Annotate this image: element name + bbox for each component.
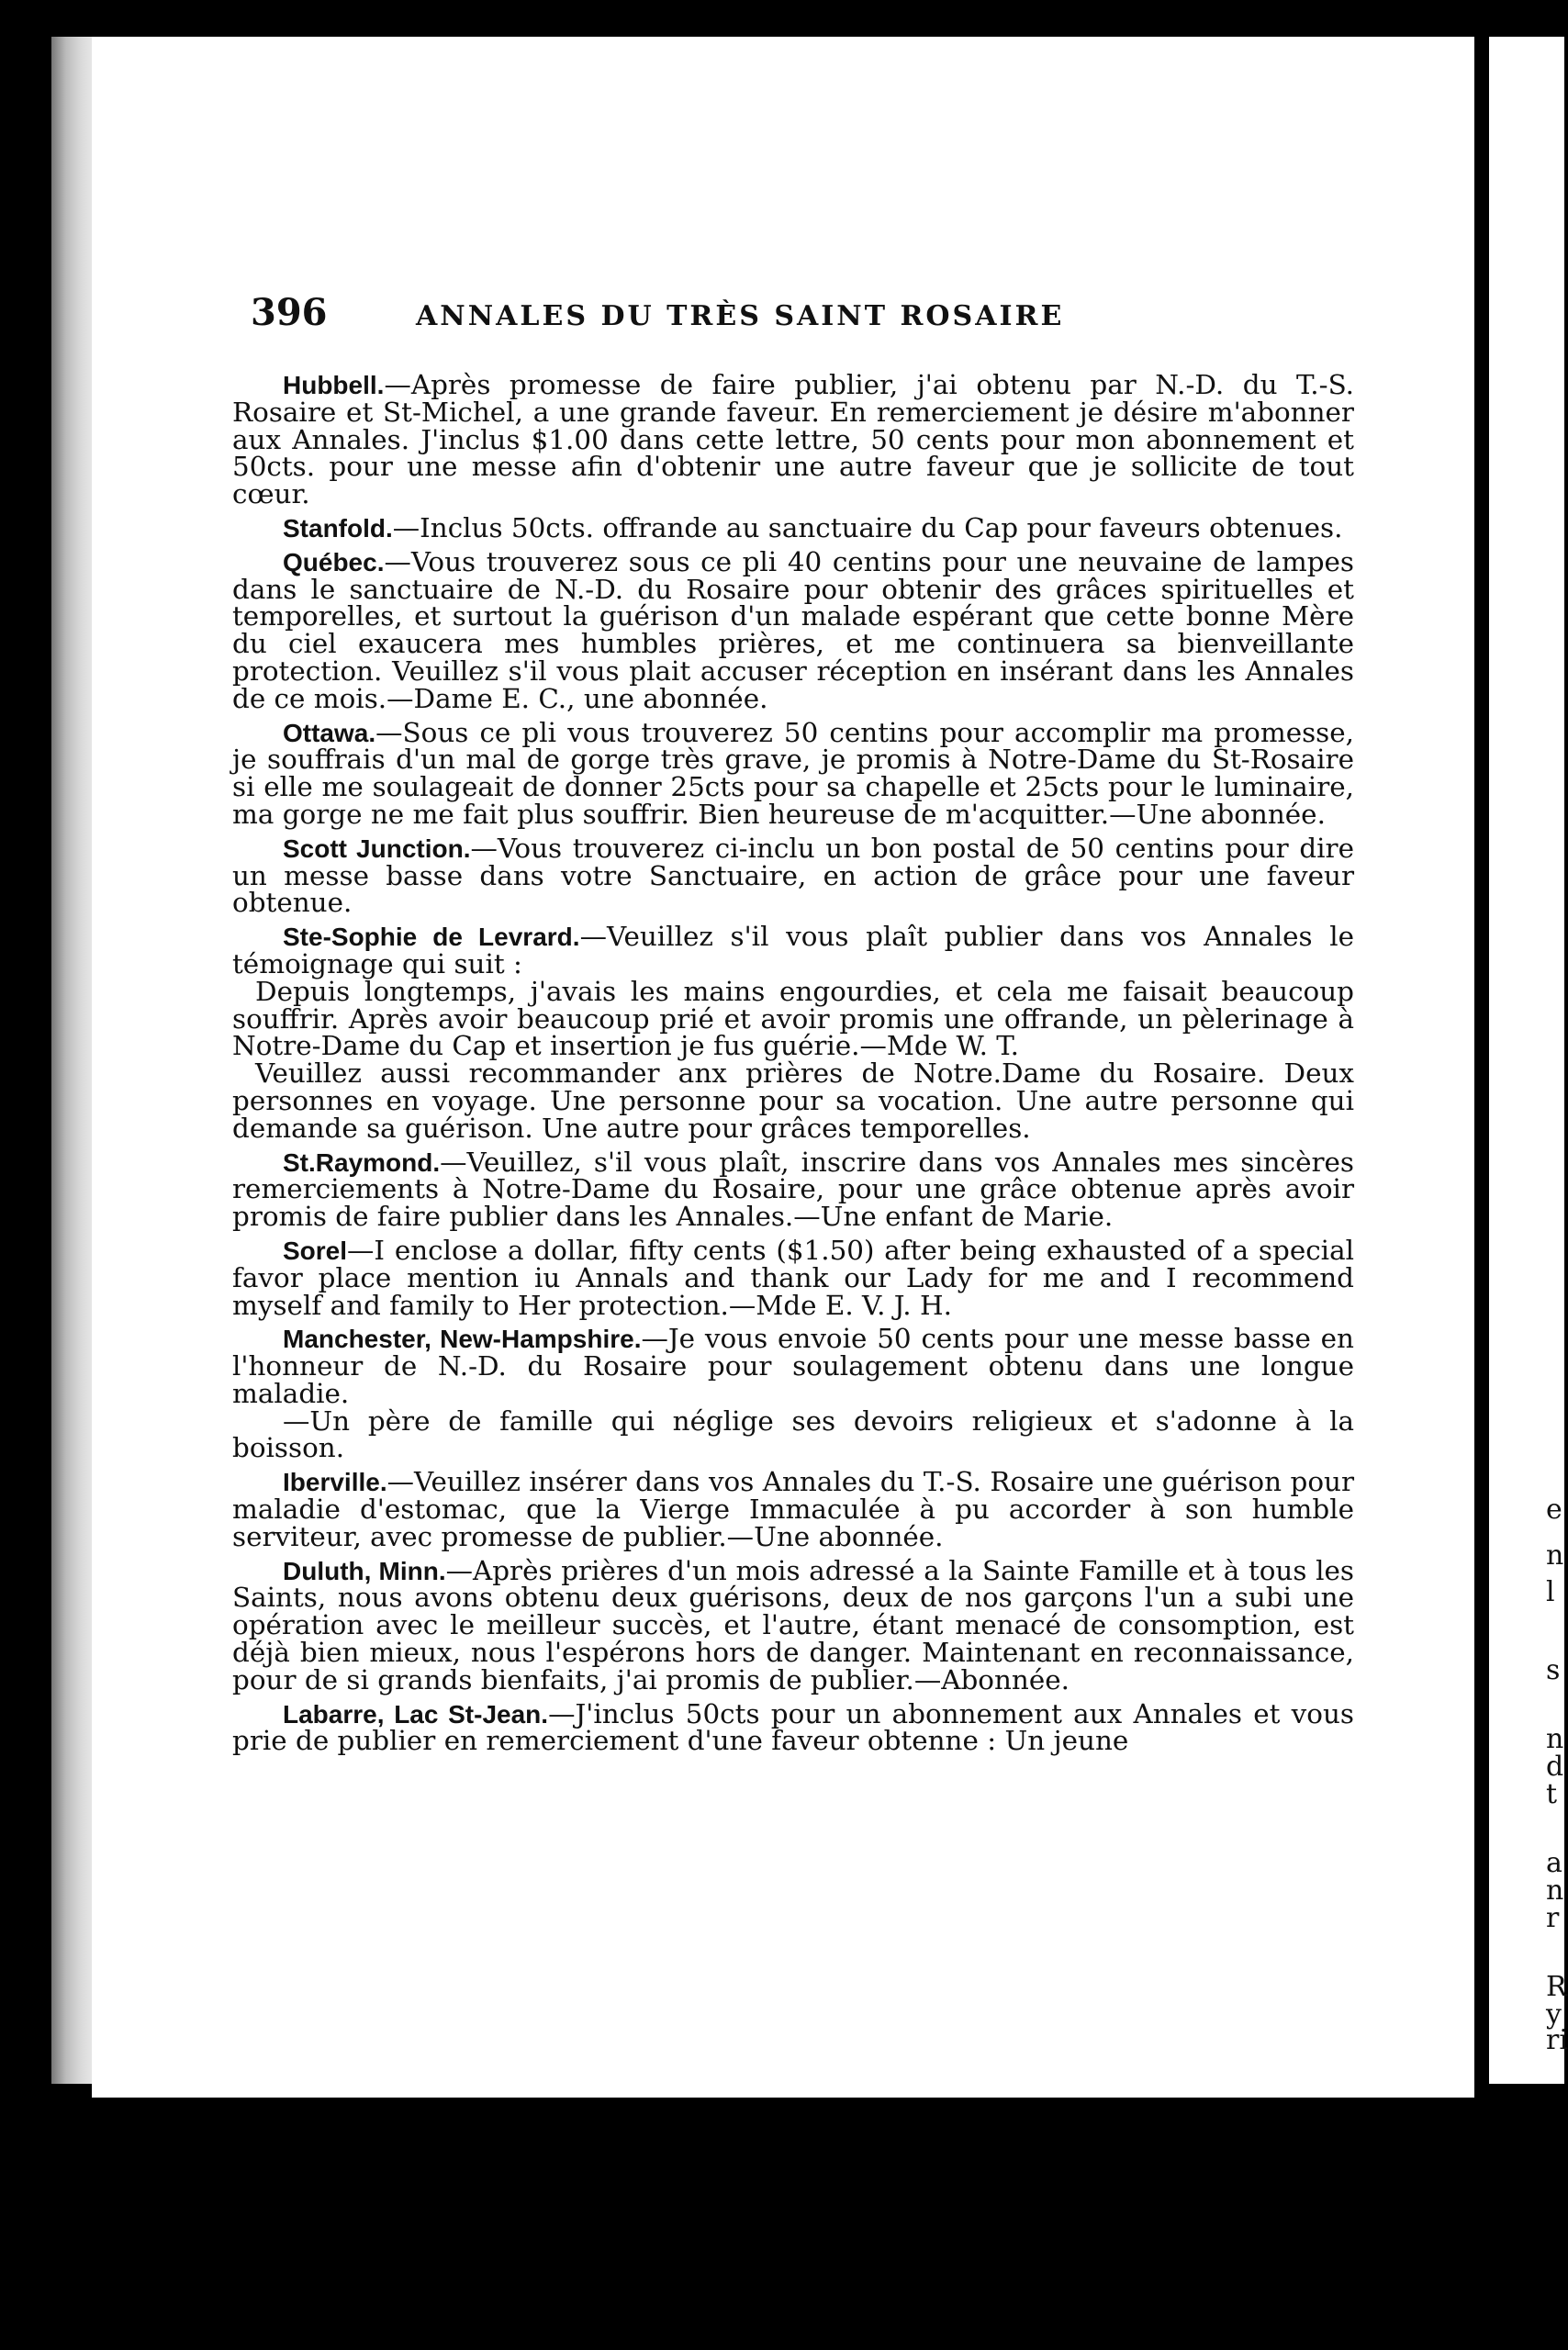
- entry-location: Ste-Sophie de Levrard.: [283, 923, 580, 952]
- facing-page-fragment: R: [1546, 1971, 1567, 2003]
- entry-location: Ottawa.: [283, 718, 376, 747]
- entry-iberville: [232, 1466, 1354, 1552]
- entry-sorel: [232, 1234, 1354, 1321]
- entry-text: —Inclus 50cts. offrande au sanctuaire du Cap pour faveurs obtenues.: [392, 511, 1343, 543]
- page-header: [251, 291, 1169, 346]
- entry-location: Sorel: [283, 1236, 348, 1265]
- entry-st-raymond: [232, 1146, 1354, 1233]
- facing-page-fragment: n: [1546, 1539, 1564, 1572]
- facing-page-fragment: ri: [1546, 2024, 1568, 2056]
- facing-page-fragment: n: [1546, 1874, 1564, 1907]
- facing-page-strip: [1489, 37, 1568, 2084]
- entry-hubbell: [232, 369, 1354, 510]
- entry-labarre: [232, 1697, 1354, 1757]
- facing-page-fragment: s: [1546, 1654, 1561, 1686]
- entry-text: —Veuillez s'il vous plaît publier dans vos Annales le témoignage qui suit :: [232, 921, 1355, 979]
- entry-text: —J'inclus 50cts pour un abonnement aux Annales et vous prie de publier en remerciement d'une faveur obtenne : Un jeune: [232, 1697, 1354, 1757]
- entry-location: Iberville.: [283, 1468, 387, 1497]
- entry-stanfold: [232, 511, 1354, 543]
- entry-text: —Après promesse de faire publier, j'ai obtenu par N.-D. du T.-S. Rosaire et St-Michel, a une grande faveur. En remerciement je désire m'abonner aux Annales. J'inclus $1.00 dans cette lettre, 50 cents pour mon abonnement et 50cts. pour une messe afin d'obtenir une autre faveur que je sollicite de tout cœur.: [232, 369, 1354, 510]
- entry-manchester: [232, 1323, 1354, 1409]
- entry-text: —Vous trouverez sous ce pli 40 centins pour une neuvaine de lampes dans le sanctuaire de N.-D. du Rosaire pour obtenir des grâces spirituelles et temporelles, et surtout la guérison d'un malade espérant que cette bonne Mère du ciel exaucera mes humbles prières, et me continuera sa bienveillante protection. Veuillez s'il vous plait accuser réception en insérant dans les Annales de ce mois.—Dame E. C., une abonnée.: [232, 545, 1354, 714]
- entry-text: —Vous trouverez ci-inclu un bon postal de 50 centins pour dire un messe basse dans votre Sanctuaire, en action de grâce pour une faveur obtenue.: [232, 832, 1354, 919]
- entry-text: —Veuillez, s'il vous plaît, inscrire dans vos Annales mes sincères remerciements à Notre-Dame du Rosaire, pour une grâce obtenue après avoir promis de faire publier dans les Annales.—Une enfant de Marie.: [232, 1146, 1354, 1233]
- entry-location: Labarre, Lac St-Jean.: [283, 1699, 549, 1729]
- entry-text: Depuis longtemps, j'avais les mains engourdies, et cela me faisait beaucoup souffrir. Après avoir beaucoup prié et avoir promis une offrande, un pèlerinage à Notre-Dame du Cap et insertion je fus guérie.—Mde W. T.: [232, 975, 1354, 1062]
- running-title: ANNALES DU TRÈS SAINT ROSAIRE: [416, 300, 1065, 332]
- entry-text: —Sous ce pli vous trouverez 50 centins pour accomplir ma promesse, je souffrais d'un mal de gorge très grave, je promis à Notre-Dame du St-Rosaire si elle me soulageait de donner 25cts pour sa chapelle et 25cts pour le luminaire, ma gorge ne me fait plus souffrir. Bien heureuse de m'acquitter.—Une abonnée.: [232, 716, 1354, 830]
- facing-page-fragment: d: [1546, 1751, 1564, 1783]
- entry-pere-de-famille: [232, 1404, 1354, 1464]
- entry-text: —Je vous envoie 50 cents pour une messe basse en l'honneur de N.-D. du Rosaire pour soulagement obtenu dans une longue maladie.: [232, 1323, 1354, 1409]
- entry-text: —Après prières d'un mois adressé a la Sainte Famille et à tous les Saints, nous avons obtenu deux guérisons, deux de nos garçons l'un a subi une opération avec le meilleur succès, et l'autre, étant menacé de consomption, est déjà bien mieux, nous l'espérons hors de danger. Maintenant en reconnaissance, pour de si grands bienfaits, j'ai promis de publier.—Abonnée.: [232, 1554, 1354, 1695]
- page-number: 396: [251, 291, 328, 334]
- entry-text: —Un père de famille qui néglige ses devoirs religieux et s'adonne à la boisson.: [232, 1404, 1354, 1464]
- entry-location: Manchester, New-Hampshire.: [283, 1325, 642, 1354]
- facing-page-fragment: n: [1546, 1723, 1564, 1755]
- body-text: [232, 369, 1355, 1762]
- entry-recommendations: [232, 1060, 1354, 1142]
- facing-page-fragment: r: [1546, 1902, 1560, 1934]
- facing-page-fragment: e: [1546, 1494, 1562, 1526]
- entry-ste-sophie: [232, 923, 1354, 979]
- facing-page-fragment: l: [1546, 1576, 1555, 1608]
- facing-page-fragment: t: [1546, 1778, 1558, 1810]
- entry-location: Scott Junction.: [283, 834, 471, 863]
- entry-location: St.Raymond.: [283, 1147, 441, 1177]
- entry-location: Stanfold.: [283, 513, 393, 543]
- entry-location: Hubbell.: [283, 371, 385, 399]
- entry-text: Veuillez aussi recommander anx prières de Notre.Dame du Rosaire. Deux personnes en voyage. Une personne pour sa vocation. Une autre personne qui demande sa guérison. Une autre pour grâces temporelles.: [232, 1058, 1354, 1144]
- entry-text: —I enclose a dollar, fifty cents ($1.50) after being exhausted of a special favor place mention iu Annals and thank our Lady for me and I recommend myself and family to Her protection.—Mde E. V. J. H.: [232, 1234, 1354, 1321]
- facing-page-fragment: y: [1546, 1998, 1562, 2031]
- entry-text: —Veuillez insérer dans vos Annales du T.-S. Rosaire une guérison pour maladie d'estomac, que la Vierge Immaculée à pu accorder à son humble serviteur, avec promesse de publier.—Une abonnée.: [232, 1466, 1354, 1552]
- entry-location: Duluth, Minn.: [283, 1556, 446, 1585]
- entry-quebec: [232, 545, 1354, 714]
- entry-location: Québec.: [283, 547, 385, 576]
- entry-ottawa: [232, 716, 1354, 830]
- entry-testimony: [232, 975, 1354, 1062]
- facing-page-fragment: a: [1546, 1847, 1562, 1879]
- entry-scott-junction: [232, 832, 1354, 919]
- entry-duluth: [232, 1554, 1354, 1695]
